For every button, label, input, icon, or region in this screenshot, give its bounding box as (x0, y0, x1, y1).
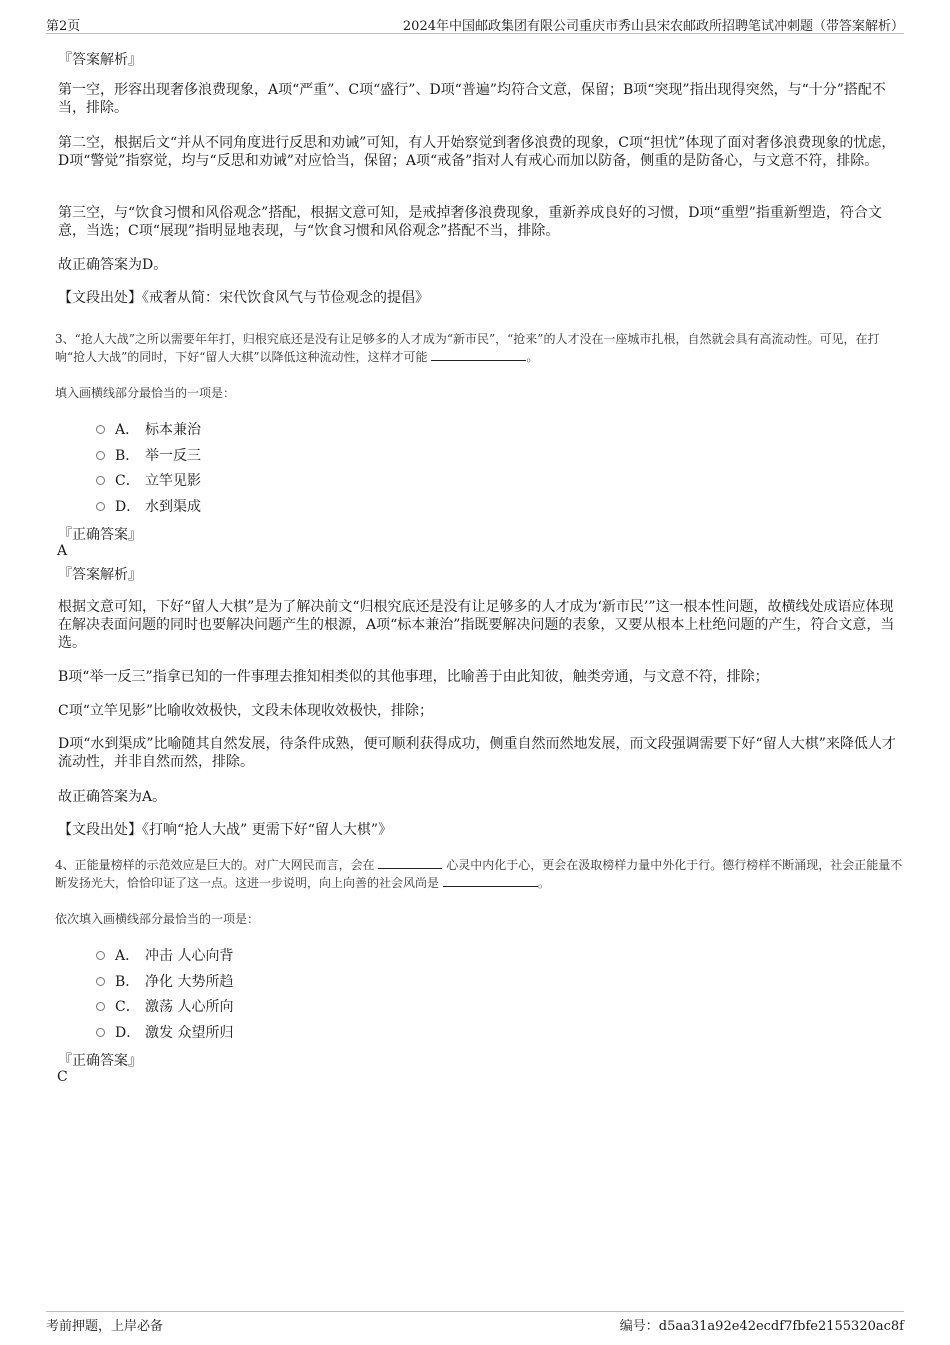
analysis-paragraph: 根据文意可知，下好“留人大棋”是为了解决前文“归根究底还是没有让足够多的人才成为‘新市民’”这一根本性问题，故横线处成语应体现在解决表面问题的同时也要解决问题产生的根源，A项“标本兼治”指既要解决问题的表象，又要从根本上杜绝问题的产生，符合文意，当选。 (58, 599, 895, 651)
radio-icon[interactable] (96, 1002, 105, 1011)
radio-icon[interactable] (96, 977, 105, 986)
radio-icon[interactable] (96, 1028, 105, 1037)
radio-icon[interactable] (96, 425, 105, 434)
radio-icon[interactable] (96, 951, 105, 960)
analysis-paragraph: 第二空，根据后文“并从不同角度进行反思和劝诫”可知，有人开始察觉到奢侈浪费的现象，C项“担忧”体现了面对奢侈浪费现象的忧虑，D项“警觉”指察觉，均与“反思和劝诫”对应恰当，保留；A项“戒备”指对人有戒心而加以防备，侧重的是防备心，与文意不符，排除。 (58, 135, 896, 169)
analysis-conclusion: 故正确答案为A。 (58, 789, 167, 805)
page-number: 第2页 (46, 19, 81, 34)
radio-icon[interactable] (96, 476, 105, 485)
analysis-paragraph: B项“举一反三”指拿已知的一件事理去推知相类似的其他事理，比喻善于由此知彼，触类旁通，与文意不符，排除； (58, 669, 769, 685)
document-code: 编号：d5aa31a92e42ecdf7fbfe2155320ac8f (619, 1319, 904, 1334)
analysis-paragraph: D项“水到渠成”比喻随其自然发展，待条件成熟，便可顺利获得成功，侧重自然而然地发展，而文段强调需要下好“留人大棋”来降低人才流动性，并非自然而然，排除。 (58, 736, 896, 770)
question-prompt: 填入画横线部分最恰当的一项是： (55, 386, 236, 400)
passage-source: 【文段出处】《戒奢从简：宋代饮食风气与节俭观念的提倡》 (58, 290, 429, 306)
question-text-end: 。 (537, 876, 550, 890)
footer-slogan: 考前押题，上岸必备 (46, 1319, 164, 1334)
answer-analysis-label: 『答案解析』 (58, 52, 142, 68)
correct-answer-label: 『正确答案』 (58, 1053, 142, 1069)
question-text: 4、正能量榜样的示范效应是巨大的。对广大网民而言，会在 (55, 858, 375, 872)
page-footer (46, 1311, 904, 1334)
answer-analysis-label: 『答案解析』 (58, 567, 142, 583)
fill-blank (431, 349, 526, 361)
document-title: 2024年中国邮政集团有限公司重庆市秀山县宋农邮政所招聘笔试冲刺题（带答案解析） (402, 19, 904, 34)
question-text-end: 。 (526, 350, 539, 364)
fill-blank (443, 875, 538, 887)
fill-blank (378, 857, 442, 869)
analysis-paragraph: C项“立竿见影”比喻收效极快，文段未体现收效极快，排除； (58, 703, 434, 719)
correct-answer-label: 『正确答案』 (58, 527, 142, 543)
correct-answer: C (57, 1069, 68, 1085)
correct-answer: A (57, 543, 68, 559)
question-stem (55, 856, 905, 892)
analysis-paragraph: 第三空，与“饮食习惯和风俗观念”搭配，根据文意可知，是戒掉奢侈浪费现象，重新养成良好的习惯，D项“重塑”指重新塑造，符合文意，当选；C项“展现”指明显地表现，与“饮食习惯和风俗观念”搭配不当，排除。 (58, 205, 882, 239)
passage-source: 【文段出处】《打响“抢人大战” 更需下好“留人大棋”》 (58, 822, 393, 838)
question-prompt: 依次填入画横线部分最恰当的一项是： (55, 912, 260, 926)
analysis-conclusion: 故正确答案为D。 (58, 257, 168, 273)
radio-icon[interactable] (96, 502, 105, 511)
analysis-paragraph: 第一空，形容出现奢侈浪费现象，A项“严重”、C项“盛行”、D项“普遍”均符合文意，保留；B项“突现”指出现得突然，与“十分”搭配不当，排除。 (58, 82, 886, 116)
question-text: 心灵中内化于心，更会在汲取榜样力量中外化于行。德行榜样不断涌现，社会正能量不断发扬光大，恰恰印证了这一点。这进一步说明，向上向善的社会风尚是 (55, 858, 903, 890)
question-stem (55, 330, 905, 366)
radio-icon[interactable] (96, 451, 105, 460)
page-header (46, 14, 904, 34)
question-text: 3、“抢人大战”之所以需要年年打，归根究底还是没有让足够多的人才成为“新市民”，“抢来”的人才没在一座城市扎根，自然就会具有高流动性。可见，在打响“抢人大战”的同时，下好“留人大棋”以降低这种流动性，这样才可能 (55, 332, 880, 364)
